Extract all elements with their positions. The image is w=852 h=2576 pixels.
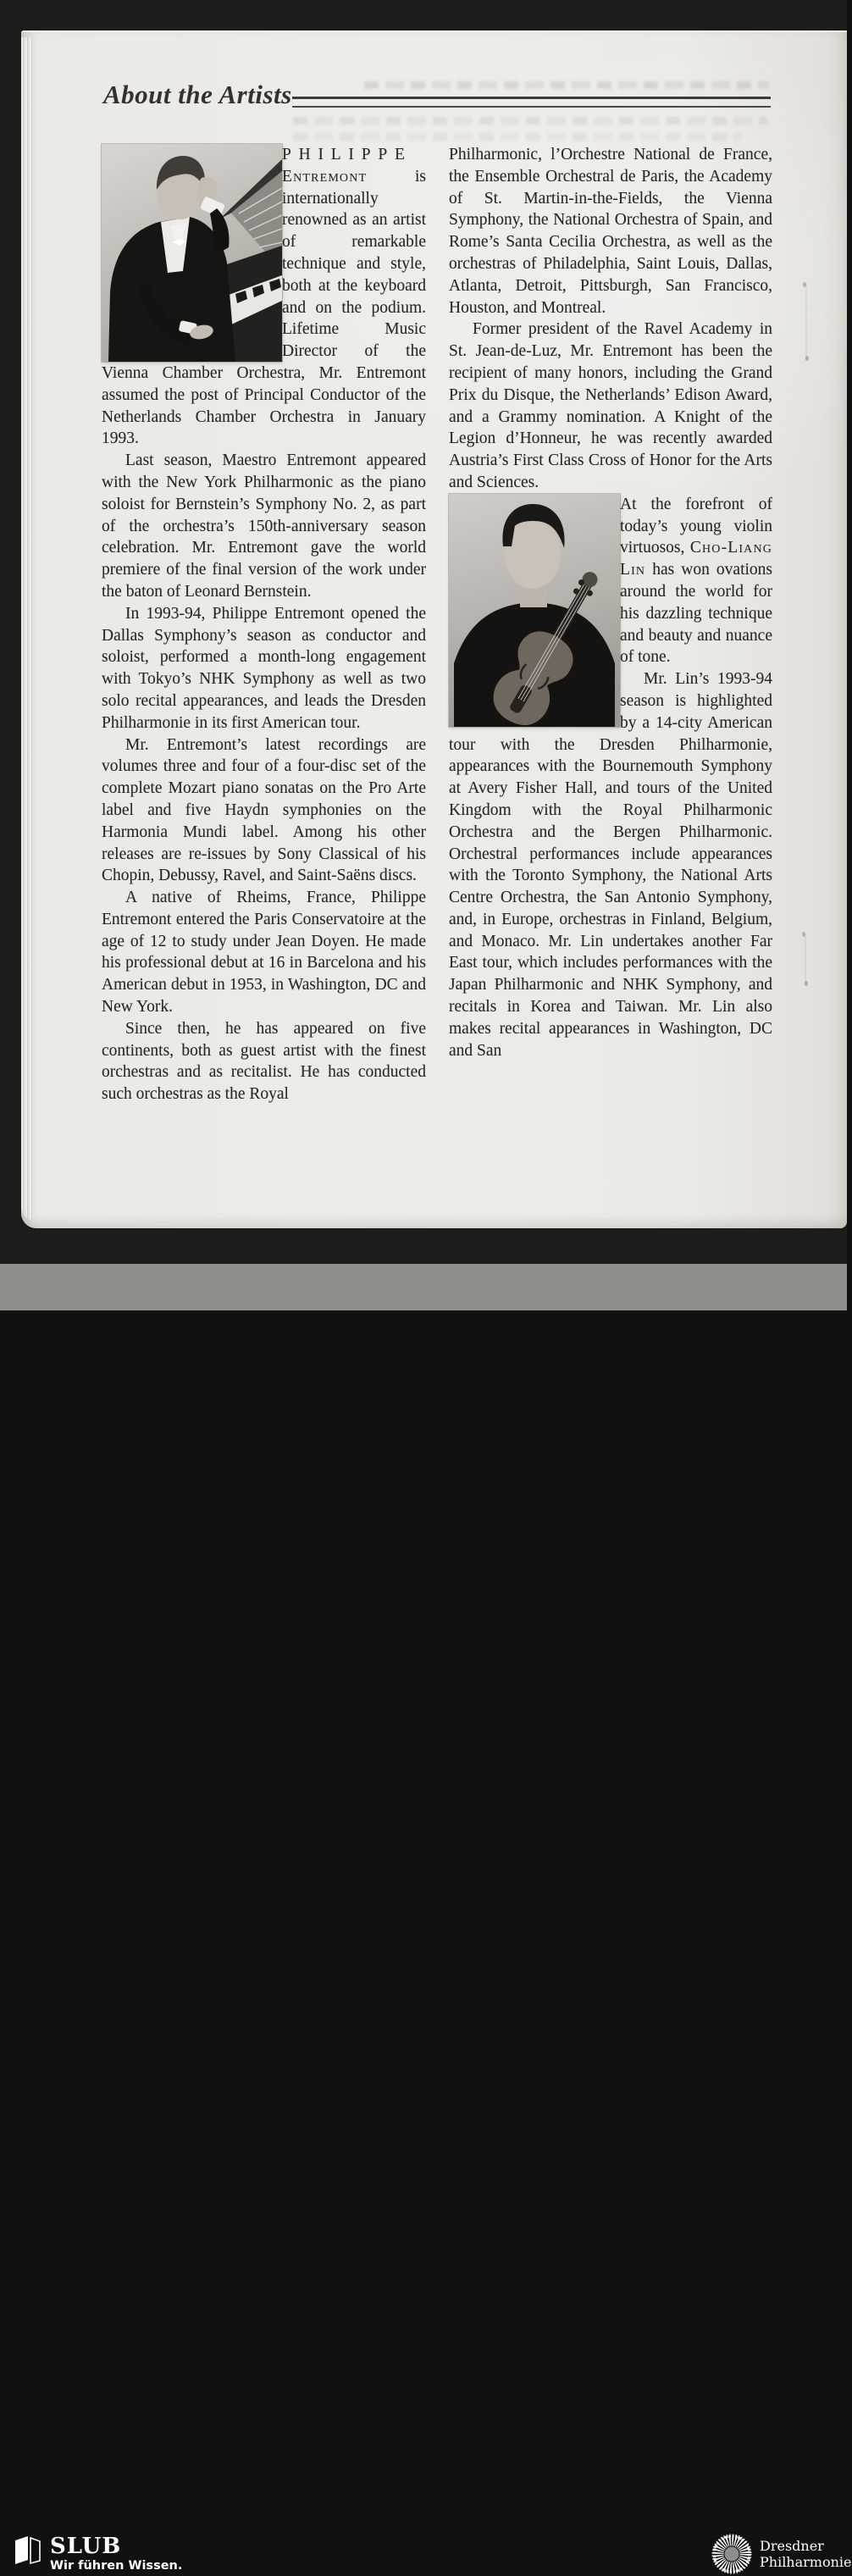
- left-text-column: [102, 144, 426, 1105]
- philippe-entremont-photo: [102, 144, 282, 362]
- bio-paragraph: Former president of the Ravel Academy in St. Jean-de-Luz, Mr. Entremont has been the recipient of many honors, including the Grand Prix du Disque, the Netherlands’ Edison Award, and a Grammy nomination. A Knight of the Legion d’Honneur, he was recently awarded Austria’s First Class Cross of Honor for the Arts and Sciences.: [449, 320, 772, 491]
- pianist-portrait-illustration: [102, 144, 282, 362]
- staple-mark: [802, 932, 805, 937]
- bio-paragraph: Last season, Maestro Entremont appeared with the New York Philharmonic as the piano soloist for Bernstein’s Symphony No. 2, as part of the orchestra’s 150th-anniversary season celebration. Mr. Entremont gave the world premiere of the final version of the work under the baton of Leonard Bernstein.: [102, 451, 426, 601]
- bleedthrough-text: [293, 117, 767, 125]
- bio-paragraph: A native of Rheims, France, Philippe Entremont entered the Paris Conservatoire at the age of 12 to study under Jean Doyen. He made his professional debut at 16 in Barcelona and his American debut in 1953, in Washington, DC and New York.: [102, 889, 426, 1017]
- artist-name-first: PHILIPPE: [282, 146, 412, 163]
- sunburst-icon: [710, 2532, 754, 2576]
- header-double-rule: [292, 97, 771, 108]
- staple-mark: [805, 981, 808, 986]
- bio-paragraph: Mr. Entremont’s latest recordings are volumes three and four of a four-disc set of the complete Mozart piano sonatas on the Pro Arte label and five Haydn symphonies on the Harmonia Mundi label. Among his other releases are re-issues by Sony Classical of his Chopin, Debussy, Ravel, and Saint-Saëns discs.: [102, 735, 426, 885]
- bio-paragraph: Mr. Lin’s 1993-94 season is highlighted by a 14-city American tour with the Dresden Philharmonie, appearances with the Bournemouth Symphony at Avery Fisher Hall, and tours of the United Kingdom with the Royal Philharmonic Orchestra and the Bergen Philharmonic. Orchestral performances include appearances with the Toronto Symphony, the National Arts Centre Orchestra, the San Antonio Symphony, and, in Europe, orchestras in Finland, Belgium, and Monaco. Mr. Lin undertakes another Far East tour, which includes performances with the Japan Philharmonic and NHK Symphony, and recitals in Korea and Taiwan. Mr. Lin also makes recital appearances in Washington, DC and San: [449, 670, 772, 1060]
- bio-paragraph: Since then, he has appeared on five continents, both as guest artist with the finest orchestras and as recitalist. He has conducted such orchestras as the Royal: [102, 1019, 426, 1104]
- slub-tagline: Wir führen Wissen.: [50, 2559, 183, 2573]
- crease-mark: [805, 934, 806, 985]
- slub-wordmark: SLUB: [50, 2534, 122, 2559]
- staple-mark: [803, 282, 806, 287]
- bio-text: has won ovations around the world for his dazzling technique and beauty and nuance of tone.: [620, 561, 772, 667]
- bio-paragraph: In 1993-94, Philippe Entremont opened the Dallas Symphony’s season as conductor and soloist, performed a month-long engagement with Tokyo’s NHK Symphony as well as two solo recital appearances, and leads the Dresden Philharmonie in its first American tour.: [102, 604, 426, 732]
- slub-logo: [14, 2534, 182, 2573]
- bleedthrough-text: [364, 81, 769, 89]
- staple-mark: [805, 356, 809, 361]
- artist-name-last: Entremont: [282, 167, 368, 186]
- bleedthrough-text: [293, 133, 742, 141]
- dresdner-philharmonie-logo: [710, 2532, 852, 2576]
- cho-liang-lin-photo: [449, 494, 620, 727]
- library-watermark-bar: [0, 1264, 852, 2573]
- bio-paragraph: Philharmonic, l’Orchestre National de France, the Ensemble Orchestral de Paris, the Academy of St. Martin-in-the-Fields, the Vienna Symphony, the National Orchestra of Spain, and Rome’s Santa Cecilia Orchestra, as well as the orchestras of Philadelphia, Saint Louis, Dallas, Atlanta, Detroit, Pittsburgh, San Francisco, Houston, and Montreal.: [449, 146, 772, 317]
- open-book-icon: [14, 2534, 42, 2565]
- phil-wordmark-line1: Dresdner: [760, 2537, 824, 2554]
- bio-text: is internationally renowned as an artist of remarkable technique and style, both at the keyboard and on the podium. Lifetime Music Director of the Vienna Chamber Orchestra, Mr. Entremont assumed the post of Principal Conductor of the Netherlands Chamber Orchestra in January 1993.: [102, 167, 426, 448]
- page-title: About the Artists: [103, 80, 292, 109]
- phil-wordmark-line2: Philharmonie: [760, 2554, 852, 2570]
- bio-text: At the forefront of today’s young violin virtuosos,: [620, 495, 772, 557]
- artist-name: Cho-Liang Lin: [620, 539, 772, 579]
- book-page-stack-edge: [21, 37, 34, 1220]
- crease-mark: [805, 284, 807, 360]
- violinist-portrait-illustration: [449, 494, 620, 727]
- right-text-column: [449, 144, 772, 1061]
